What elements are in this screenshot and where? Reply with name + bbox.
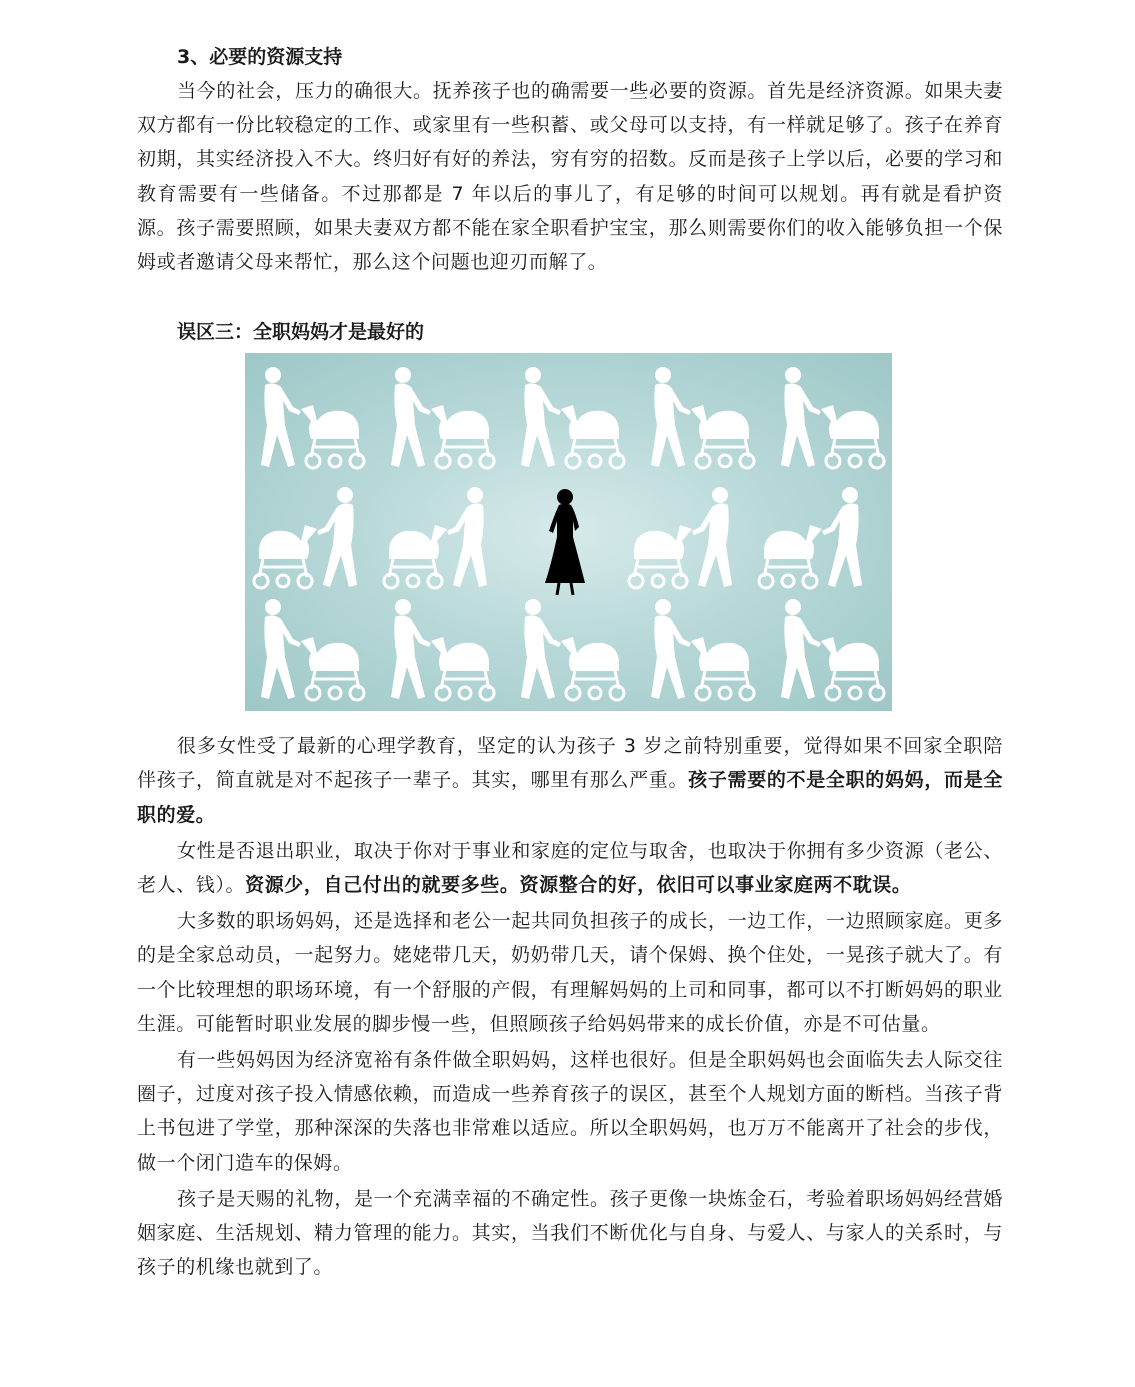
mother-with-stroller-icon xyxy=(781,599,884,700)
paragraph-text: 很多女性受了最新的心理学教育，坚定的认为孩子 3 岁之前特别重要，觉得如果不回家全职陪伴孩子，简直就是对不起孩子一辈子。其实，哪里有那么严重。 xyxy=(137,735,1003,792)
standing-woman-icon xyxy=(545,489,585,595)
paragraph-full-time-love xyxy=(137,729,1003,832)
paragraph-career-choice xyxy=(137,834,1003,902)
section-heading-myth-three: 误区三：全职妈妈才是最好的 xyxy=(177,321,425,344)
paragraph-text: 女性是否退出职业，取决于你对于事业和家庭的定位与取舍，也取决于你拥有多少资源（老公、老人、钱）。 xyxy=(137,839,1003,897)
mother-with-stroller-icon xyxy=(254,487,357,588)
paragraph-gift-of-children: 孩子是天赐的礼物，是一个充满幸福的不确定性。孩子更像一块炼金石，考验着职场妈妈经营婚姻家庭、生活规划、精力管理的能力。其实，当我们不断优化与自身、与爱人、与家人的关系时，与孩子的机缘也就到了。 xyxy=(137,1187,1003,1279)
mother-with-stroller-icon xyxy=(651,599,754,700)
section-heading-resources: 3、必要的资源支持 xyxy=(177,46,343,68)
mother-with-stroller-icon xyxy=(384,487,487,588)
mother-with-stroller-icon xyxy=(261,599,364,700)
paragraph-full-time-mothers: 有一些妈妈因为经济宽裕有条件做全职妈妈，这样也很好。但是全职妈妈也会面临失去人际交往圈子，过度对孩子投入情感依赖，而造成一些养育孩子的误区，甚至个人规划方面的断档。当孩子背上书包进了学堂，那种深深的失落也非常难以适应。所以全职妈妈，也万万不能离开了社会的步伐，做一个闭门造车的保姆。 xyxy=(137,1049,1003,1174)
paragraph-working-mothers: 大多数的职场妈妈，还是选择和老公一起共同负担孩子的成长，一边工作，一边照顾家庭。更多的是全家总动员，一起努力。姥姥带几天，奶奶带几天，请个保姆、换个住处，一晃孩子就大了。有一个比较理想的职场环境，有一个舒服的产假，有理解妈妈的上司和同事，都可以不打断妈妈的职业生涯。可能暂时职业发展的脚步慢一些，但照顾孩子给妈妈带来的成长价值，亦是不可估量。 xyxy=(137,910,1003,1035)
mother-with-stroller-icon xyxy=(629,487,732,588)
mother-with-stroller-icon xyxy=(651,367,754,468)
mother-with-stroller-icon xyxy=(759,487,862,588)
paragraph-bold-text: 资源少，自己付出的就要多些。资源整合的好，依旧可以事业家庭两不耽误。 xyxy=(245,874,912,897)
document-content xyxy=(137,40,1003,1284)
paragraph-resources: 当今的社会，压力的确很大。抚养孩子也的确需要一些必要的资源。首先是经济资源。如果夫妻双方都有一份比较稳定的工作、或家里有一些积蓄、或父母可以支持，有一样就足够了。孩子在养育初期，其实经济投入不大。终归好有好的养法，穷有穷的招数。反而是孩子上学以后，必要的学习和教育需要有一些储备。不过那都是 7 年以后的事儿了，有足够的时间可以规划。再有就是看护资源。孩子需要照顾，如果夫妻双方都不能在家全职看护宝宝，那么则需要你们的收入能够负担一个保姆或者邀请父母来帮忙，那么这个问题也迎刃而解了。 xyxy=(137,80,1003,274)
illustration-mothers-strollers xyxy=(245,353,892,711)
mother-with-stroller-icon xyxy=(391,367,494,468)
mother-with-stroller-icon xyxy=(391,599,494,700)
mother-with-stroller-icon xyxy=(521,599,624,700)
paragraph-bold-text: 孩子需要的不是全职的妈妈，而是全职的爱。 xyxy=(137,769,1003,826)
mother-with-stroller-icon xyxy=(261,367,364,468)
mother-with-stroller-icon xyxy=(521,367,624,468)
mother-with-stroller-icon xyxy=(781,367,884,468)
